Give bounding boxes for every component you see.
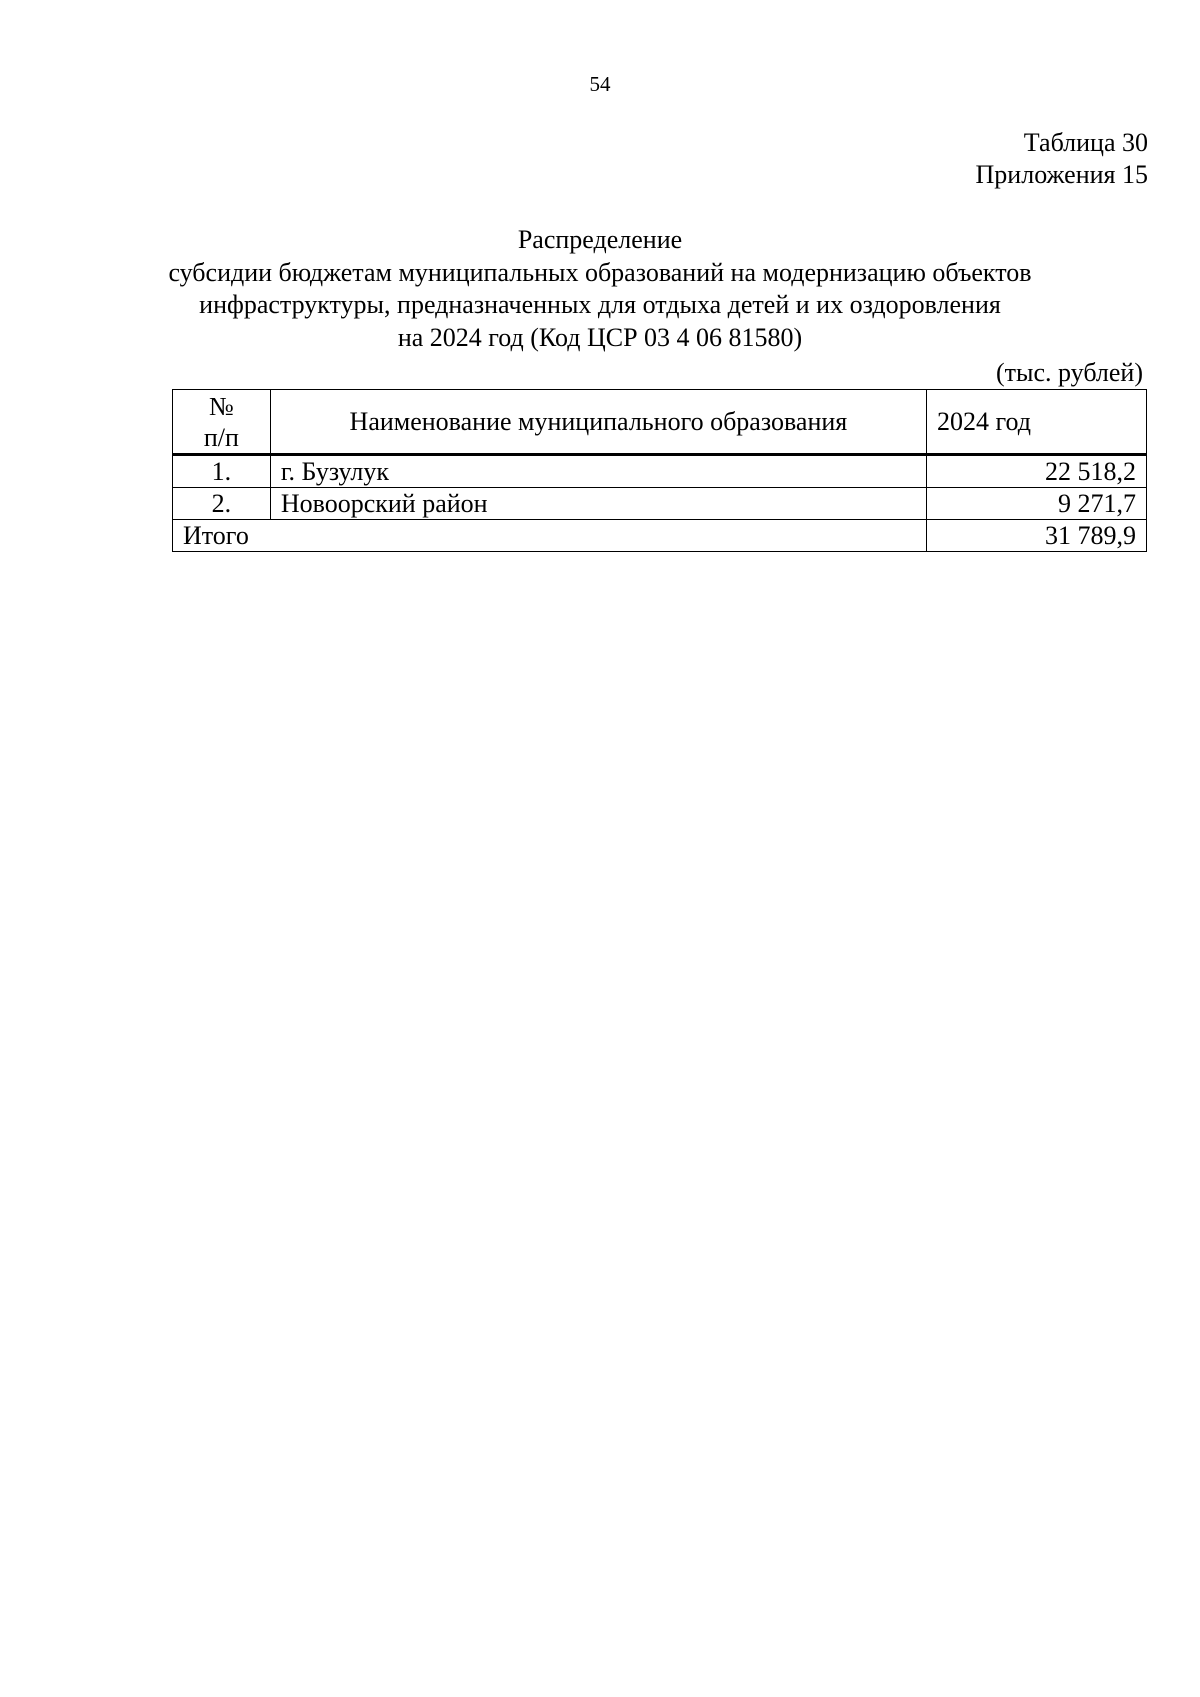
title-line-3: инфраструктуры, предназначенных для отдыха детей и их оздоровления — [199, 290, 1001, 319]
table-reference — [976, 127, 1148, 191]
table-row — [173, 455, 1147, 488]
total-label: Итого — [173, 520, 927, 552]
document-title — [0, 224, 1200, 354]
header-name: Наименование муниципального образования — [270, 390, 926, 455]
table-row — [173, 488, 1147, 520]
title-line-2: субсидии бюджетам муниципальных образований на модернизацию объектов — [168, 257, 1032, 287]
row-value: 9 271,7 — [926, 488, 1146, 520]
total-row — [173, 520, 1147, 552]
total-value: 31 789,9 — [926, 520, 1146, 552]
title-line-4: на 2024 год (Код ЦСР 03 4 06 81580) — [397, 322, 803, 352]
row-value: 22 518,2 — [926, 455, 1146, 488]
header-number — [173, 390, 271, 455]
row-name: г. Бузулук — [270, 455, 926, 488]
appendix-number: Приложения 15 — [975, 160, 1148, 189]
page-number: 54 — [589, 72, 611, 96]
row-number: 2. — [173, 488, 271, 520]
header-number-abbr: п/п — [203, 422, 239, 452]
header-number-sign: № — [209, 391, 234, 421]
table-header-row — [173, 390, 1147, 455]
distribution-table — [172, 389, 1147, 552]
row-name: Новоорский район — [270, 488, 926, 520]
table-number: Таблица 30 — [1023, 128, 1148, 157]
header-value: 2024 год — [926, 390, 1146, 455]
row-number: 1. — [173, 455, 271, 488]
units-label: (тыс. рублей) — [995, 358, 1143, 387]
title-line-1: Распределение — [517, 225, 683, 254]
